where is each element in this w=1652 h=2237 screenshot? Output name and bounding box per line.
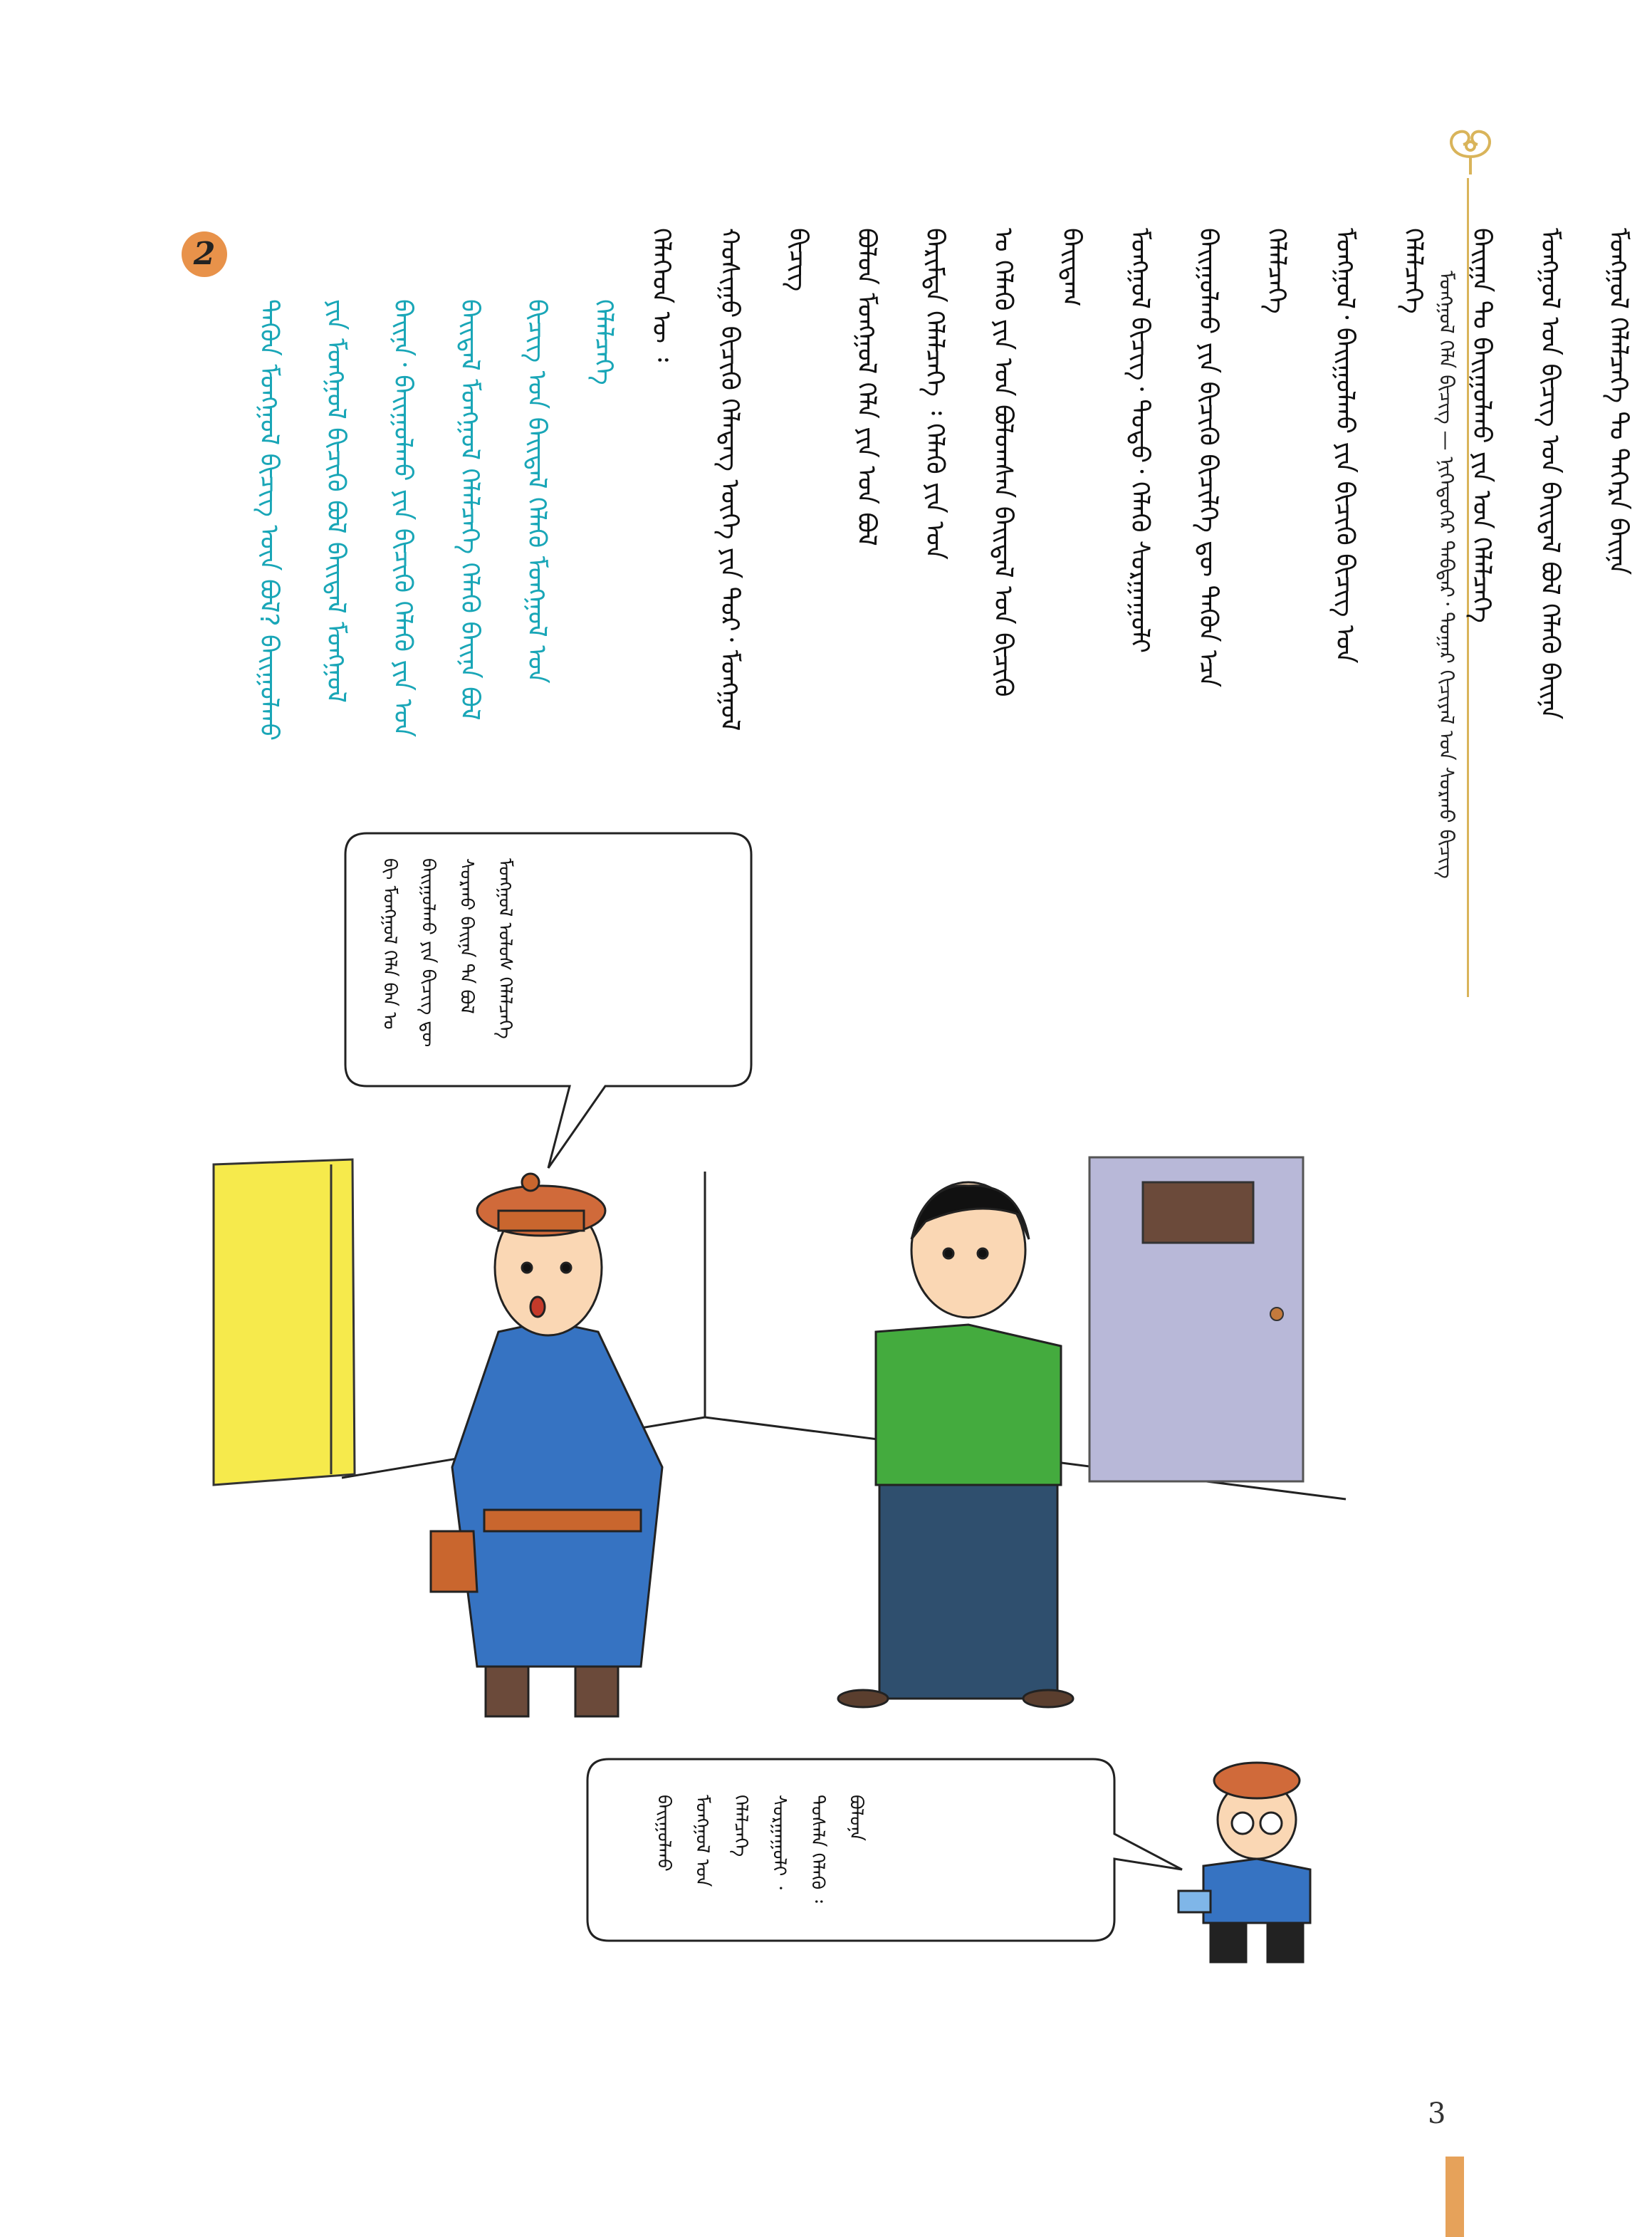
bubble-line: ᠪᠢ ᠮᠣᠩᠭᠣᠯ <box>379 858 400 944</box>
question-line: ᠪᠠᠢᠭᠤᠯᠬᠤ ᠶᠢᠨ ᠪᠢᠴᠢᠬᠦ ᠬᠡᠯᠡᠬᠦ ᠶᠢᠨ <box>388 375 417 692</box>
bubble-line: ᠲᠠ ᠪᠣᠯ <box>456 963 477 1014</box>
paragraph: ᠬᠤᠰᠢᠭᠤ ᠪᠢᠴᠢᠬᠦ ᠬᠡᠯᠡᠳᠡᠭ ᠦᠭᠡ ᠶᠢᠨ ᠳᠤᠷ᠂ ᠮᠤᠩᠭᠤᠯ ᠪᠢᠴᠢᠭ <box>715 228 812 731</box>
bubble-line: ᠬᠡᠯᠡ ᠪᠠᠨ ᠤ <box>379 950 400 1030</box>
speech-bubble-top-text <box>370 858 524 1072</box>
bubble-line: ᠪᠠᠢᠭᠤᠯᠬᠤ <box>653 1795 674 1872</box>
question-line: ᠪᠠᠢᠳᠠᠯ ᠬᠡᠯᠡᠬᠦ ᠮᠣᠩᠭᠣᠯ ᠤᠨ ᠬᠡᠯᠡᠯᠴᠡᠭᠡ <box>522 299 618 684</box>
character-blue <box>431 1174 662 1716</box>
bubble-line: ᠪᠠᠢᠭᠤᠯᠬᠤ ᠶᠢᠨ <box>417 858 439 964</box>
question-line: ᠪᠠᠢᠭᠤᠯᠬᠤ ᠶᠢᠨ ᠮᠣᠩᠭᠣᠯ ᠪᠢᠴᠢᠬᠦ ᠪᠣᠯ <box>254 299 350 741</box>
header-ornament-icon <box>1428 118 1513 182</box>
question-line: ᠤᠨ ᠪᠠᠢᠳᠠᠯ ᠮᠣᠩᠭᠣᠯ ᠬᠡᠯᠡᠯᠴᠡᠭᠡ <box>388 299 484 738</box>
yellow-door <box>214 1159 355 1485</box>
paragraph: ᠬᠡᠯᠡᠭᠡᠳ ᠦ ᠄ <box>647 228 676 363</box>
question-number-badge: 2 <box>182 231 227 277</box>
door-knob <box>1270 1308 1283 1320</box>
question-text <box>235 299 637 755</box>
question-line: ᠲᠡᠭᠦᠨ ᠮᠣᠩᠭᠣᠯ ᠪᠢᠴᠢᠭ᠌ ᠦᠨ ᠪᠣᠯ? <box>254 299 283 627</box>
paragraph: ᠪᠣᠯᠤᠨ ᠮᠣᠩᠭᠣᠯ ᠬᠡᠯᠡ ᠶᠢᠨ ᠤᠨ ᠪᠣᠯ <box>852 228 881 546</box>
paragraph: ᠮᠣᠩᠭᠣᠯ ᠬᠡᠯᠡᠯᠴᠡᠭᠡ ᠲᠤ ᠲᠡᠭᠡᠷᠡ ᠪᠠᠢᠨᠠ <box>1604 228 1633 575</box>
bubble-line: ᠮᠣᠩᠭᠣᠯ ᠤᠯᠤᠰ <box>494 858 516 971</box>
paragraph: ᠮᠣᠩᠭᠣᠯ᠂ ᠪᠠᠢᠭᠤᠯᠬᠤ ᠶᠢᠨ ᠪᠢᠴᠢᠬᠦ ᠪᠢᠴᠢᠭ ᠤᠨ ᠬᠡᠯᠡᠯᠴᠡᠭᠡ <box>1330 228 1428 664</box>
character-green <box>838 1182 1073 1707</box>
bubble-line: ᠮᠣᠩᠭᠣᠯ ᠤᠨ <box>691 1795 713 1887</box>
door-sign <box>1143 1182 1253 1243</box>
bubble-line: ᠬᠡᠯᠡᠯᠴᠡᠭᠡ <box>730 1795 751 1857</box>
page-number: 3 <box>1428 2097 1446 2130</box>
paragraph: ᠪᠠᠢᠭᠤᠯᠬᠤ ᠶᠢᠨ ᠪᠢᠴᠢᠬᠦ ᠪᠢᠴᠢᠯᠭᠡ ᠳᠦ ᠲᠡᠭᠦᠨ ᠡᠴᠡ ᠬᠡᠯᠡᠯᠴᠡᠭᠡ <box>1193 228 1291 688</box>
paragraph: ᠪᠠᠷᠢᠮᠲᠠ ᠬᠡᠯᠡᠯᠴᠡᠭᠡ ᠄ ᠬᠡᠯᠡᠬᠦ ᠶᠢᠨ ᠤᠨ <box>920 228 949 560</box>
bubble-line: ᠬᠡᠯᠡᠬᠦ ᠄ <box>807 1852 828 1903</box>
page-tab <box>1446 2157 1464 2237</box>
speech-bubble-bottom-text <box>644 1795 875 1923</box>
bubble-line: ᠪᠢᠴᠢᠭ ᠳᠦ <box>417 969 439 1048</box>
bag <box>431 1531 477 1592</box>
question-line: ᠬᠡᠯᠡᠬᠦ ᠪᠠᠢᠨᠠ ᠪᠣᠯ ᠪᠢᠴᠢᠭ ᠤᠨ <box>455 299 551 721</box>
grey-door <box>1089 1157 1303 1481</box>
body-text <box>627 228 1652 755</box>
question-line: ᠪᠠᠢᠳᠠᠯ ᠮᠣᠩᠭᠣᠯ ᠪᠠᠢᠨᠠ᠂ <box>321 299 417 703</box>
paragraph: ᠮᠣᠩᠭᠣᠯ ᠪᠢᠴᠢᠭ᠂ ᠲᠣᠳᠣ᠂ ᠬᠡᠯᠡᠬᠦ ᠰᠤᠷᠭᠠᠭᠤᠯᠢ <box>1125 228 1154 654</box>
bubble-line: ᠲᠤᠰᠠᠯᠠ <box>807 1795 828 1847</box>
bubble-line: ᠪᠣᠯᠤᠨᠠ <box>845 1795 867 1842</box>
paragraph: ᠮᠣᠩᠭᠣᠯ ᠤᠨ ᠪᠢᠴᠢᠭ ᠤᠨ ᠪᠠᠢᠳᠠᠯ ᠪᠣᠯ ᠬᠡᠯᠡᠬᠦ ᠪᠠᠢᠨᠠ <box>1535 228 1564 720</box>
character-child <box>1178 1763 1310 1962</box>
bubble-line: ᠰᠤᠷᠭᠠᠭᠤᠯᠢ ᠂ <box>768 1795 790 1889</box>
paragraph: ᠤ ᠬᠡᠯᠡᠬᠦ ᠶᠢᠨ ᠤᠨ ᠪᠣᠯᠤᠭᠰᠠᠨ ᠪᠠᠢᠳᠠᠯ ᠤᠨ ᠪᠢᠴᠢᠬᠦ ᠪᠠᠢᠳᠠᠭ <box>988 228 1086 697</box>
running-header: ᠮᠣᠩᠭᠣᠯ ᠬᠡᠯᠡ ᠪᠢᠴᠢᠭ — ᠨᠢᠭᠡᠳᠦᠭᠡᠷ ᠳᠡᠪᠲᠡᠷ᠂ ᠳᠤᠭᠠᠷ ᠬᠢᠴᠢᠶᠡᠯ ᠤᠨ ᠰᠤᠷᠬᠤ ᠪᠢᠴᠢᠭ <box>1435 271 1458 879</box>
bubble-line: ᠬᠡᠯᠡᠯᠴᠡᠭᠡ <box>494 976 516 1039</box>
paragraph: ᠪᠠᠢᠭᠠ ᠲᠤ ᠪᠠᠢᠭᠤᠯᠬᠤ ᠶᠢᠨ ᠤᠨ ᠬᠡᠯᠡᠯᠴᠡᠭᠡ <box>1467 228 1496 623</box>
bubble-line: ᠰᠤᠷᠬᠤ ᠪᠠᠢᠨᠠ <box>456 858 477 958</box>
